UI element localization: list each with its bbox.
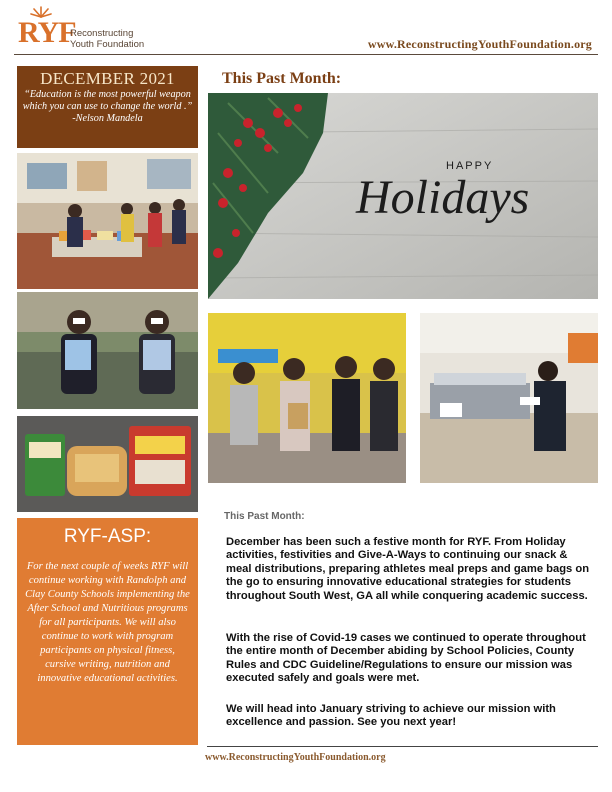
body-paragraph-2: With the rise of Covid-19 cases we continued to operate throughout the entire month of December abiding by School Policies, County Rules and CDC Guideline/Regulations to ensure our mission was executed safely and goals were met.	[226, 632, 586, 685]
header-divider	[14, 54, 598, 55]
body-section-label: This Past Month:	[224, 511, 305, 522]
happy-holidays-banner	[208, 93, 598, 299]
body-paragraph-1: December has been such a festive month for RYF. From Holiday activities, festivities and Give-A-Ways to continuing our snack & meal distributions, preparing athletes meal preps and game bags on the go to ensuring innovative educational strategies for students throughout South West, GA all while conquering academic success.	[226, 536, 590, 602]
logo-organization-name	[70, 28, 144, 50]
asp-description: For the next couple of weeks RYF will continue working with Randolph and Clay County Schools implementing the After School and Nutritious programs for all participants. We will also continue to work with program participants on physical fitness, cursive writing, nutrition and innovative educational activities.	[25, 561, 190, 684]
logo-name-line-1: Reconstructing	[70, 28, 134, 39]
holiday-small-text: HAPPY	[446, 160, 494, 172]
asp-program-box	[17, 518, 198, 745]
page-title: This Past Month:	[222, 70, 342, 87]
newsletter-month-heading: DECEMBER 2021	[40, 69, 175, 88]
footer-website-link[interactable]: www.ReconstructingYouthFoundation.org	[205, 752, 386, 763]
quote-body: “Education is the most powerful weapon which you can use to change the world .”	[22, 89, 193, 112]
photo-classroom-distribution	[17, 153, 198, 289]
quote-box	[17, 66, 198, 148]
header-website-link[interactable]: www.ReconstructingYouthFoundation.org	[367, 37, 592, 51]
logo-wordmark: RYF	[18, 16, 76, 49]
logo	[18, 12, 158, 54]
photo-students-with-bags	[17, 292, 198, 409]
quote-author: -Nelson Mandela	[72, 113, 143, 124]
photo-snack-bags	[17, 416, 198, 512]
body-paragraph-3: We will head into January striving to achieve our mission with excellence and passion. See you next year!	[226, 703, 556, 729]
footer-divider	[207, 746, 598, 747]
holiday-script-text: Holidays	[356, 171, 530, 224]
photo-meal-distribution	[420, 313, 598, 483]
quote-text	[21, 89, 194, 125]
logo-name-line-2: Youth Foundation	[70, 39, 145, 50]
photo-students-holiday-giveaway	[208, 313, 406, 483]
asp-heading: RYF-ASP:	[63, 526, 152, 547]
